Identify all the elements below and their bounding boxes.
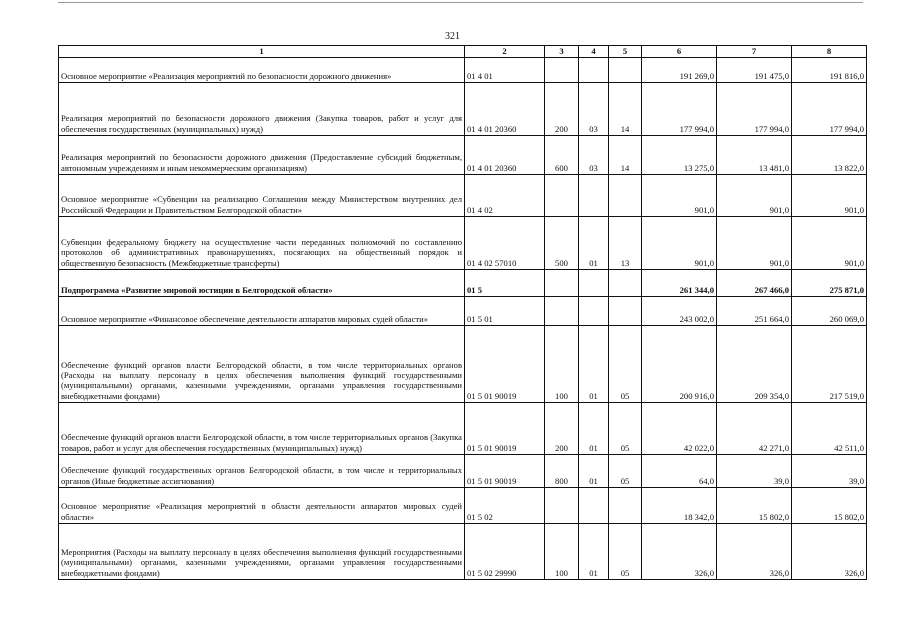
row-value-3: 42 511,0 bbox=[792, 403, 867, 455]
row-vr: 200 bbox=[545, 83, 579, 136]
row-pr bbox=[609, 58, 642, 83]
column-header-6: 6 bbox=[642, 46, 717, 58]
row-value-1: 177 994,0 bbox=[642, 83, 717, 136]
row-name: Обеспечение функций органов власти Белгородской области, в том числе территориальных органов (Расходы на выплату персоналу в целях обеспечения выполнения функций государственными (муниципальными) органами, казенными учреждениями, органами управления государственными внебюджетными фондами) bbox=[59, 326, 465, 403]
row-name: Подпрограмма «Развитие мировой юстиции в Белгородской области» bbox=[59, 270, 465, 297]
row-vr bbox=[545, 270, 579, 297]
row-rz: 01 bbox=[579, 217, 609, 270]
table-row bbox=[59, 217, 867, 270]
row-value-2: 15 802,0 bbox=[717, 488, 792, 524]
row-value-3: 13 822,0 bbox=[792, 136, 867, 175]
row-rz: 01 bbox=[579, 403, 609, 455]
row-value-1: 64,0 bbox=[642, 455, 717, 488]
row-code: 01 5 01 90019 bbox=[465, 326, 545, 403]
row-value-3: 260 069,0 bbox=[792, 297, 867, 326]
row-code: 01 5 bbox=[465, 270, 545, 297]
row-value-1: 191 269,0 bbox=[642, 58, 717, 83]
row-code: 01 4 01 bbox=[465, 58, 545, 83]
row-pr: 14 bbox=[609, 136, 642, 175]
row-value-3: 39,0 bbox=[792, 455, 867, 488]
table-row bbox=[59, 455, 867, 488]
row-value-2: 191 475,0 bbox=[717, 58, 792, 83]
page-top-rule bbox=[58, 2, 863, 3]
row-value-2: 251 664,0 bbox=[717, 297, 792, 326]
row-vr: 100 bbox=[545, 524, 579, 580]
row-name: Обеспечение функций государственных органов Белгородской области, в том числе и территориальных органов (Иные бюджетные ассигнования) bbox=[59, 455, 465, 488]
row-value-3: 326,0 bbox=[792, 524, 867, 580]
row-rz: 03 bbox=[579, 136, 609, 175]
row-value-3: 217 519,0 bbox=[792, 326, 867, 403]
row-rz: 01 bbox=[579, 326, 609, 403]
row-code: 01 4 02 bbox=[465, 175, 545, 217]
column-header-8: 8 bbox=[792, 46, 867, 58]
row-rz bbox=[579, 270, 609, 297]
row-rz bbox=[579, 297, 609, 326]
table-row bbox=[59, 175, 867, 217]
row-name: Основное мероприятие «Реализация мероприятий в области деятельности аппаратов мировых судей области» bbox=[59, 488, 465, 524]
row-vr: 800 bbox=[545, 455, 579, 488]
row-name: Основное мероприятие «Реализация мероприятий по безопасности дорожного движения» bbox=[59, 58, 465, 83]
row-name: Обеспечение функций органов власти Белгородской области, в том числе территориальных органов (Закупка товаров, работ и услуг для обеспечения государственных (муниципальных) нужд) bbox=[59, 403, 465, 455]
row-rz: 01 bbox=[579, 455, 609, 488]
row-value-2: 901,0 bbox=[717, 175, 792, 217]
row-code: 01 4 01 20360 bbox=[465, 83, 545, 136]
table-row bbox=[59, 524, 867, 580]
row-value-1: 42 022,0 bbox=[642, 403, 717, 455]
column-header-2: 2 bbox=[465, 46, 545, 58]
row-code: 01 4 02 57010 bbox=[465, 217, 545, 270]
row-value-1: 901,0 bbox=[642, 217, 717, 270]
row-value-2: 209 354,0 bbox=[717, 326, 792, 403]
row-name: Основное мероприятие «Субвенции на реализацию Соглашения между Министерством внутренних дел Российской Федерации и Правительством Белгородской области» bbox=[59, 175, 465, 217]
page-number: 321 bbox=[445, 31, 460, 42]
row-value-1: 200 916,0 bbox=[642, 326, 717, 403]
row-name: Основное мероприятие «Финансовое обеспечение деятельности аппаратов мировых судей области» bbox=[59, 297, 465, 326]
row-pr: 05 bbox=[609, 524, 642, 580]
row-name: Реализация мероприятий по безопасности дорожного движения (Предоставление субсидий бюджетным, автономным учреждениям и иным некоммерческим организациям) bbox=[59, 136, 465, 175]
column-header-7: 7 bbox=[717, 46, 792, 58]
table-row bbox=[59, 83, 867, 136]
row-rz bbox=[579, 58, 609, 83]
row-value-3: 275 871,0 bbox=[792, 270, 867, 297]
row-value-3: 901,0 bbox=[792, 217, 867, 270]
table-row bbox=[59, 297, 867, 326]
row-vr: 100 bbox=[545, 326, 579, 403]
row-value-1: 261 344,0 bbox=[642, 270, 717, 297]
row-value-2: 901,0 bbox=[717, 217, 792, 270]
column-header-4: 4 bbox=[579, 46, 609, 58]
column-header-3: 3 bbox=[545, 46, 579, 58]
row-vr bbox=[545, 297, 579, 326]
row-rz: 03 bbox=[579, 83, 609, 136]
row-rz: 01 bbox=[579, 524, 609, 580]
row-code: 01 5 02 29990 bbox=[465, 524, 545, 580]
table-row bbox=[59, 136, 867, 175]
column-header-1: 1 bbox=[59, 46, 465, 58]
table-row bbox=[59, 403, 867, 455]
row-name: Субвенции федеральному бюджету на осуществление части переданных полномочий по составлению протоколов об административных правонарушениях, посягающих на общественный порядок и общественную безопасность (Межбюджетные трансферты) bbox=[59, 217, 465, 270]
row-value-3: 15 802,0 bbox=[792, 488, 867, 524]
row-name: Мероприятия (Расходы на выплату персоналу в целях обеспечения выполнения функций государственными (муниципальными) органами, казенными учреждениями, органами управления государственными внебюджетными фондами) bbox=[59, 524, 465, 580]
row-rz bbox=[579, 175, 609, 217]
row-value-3: 191 816,0 bbox=[792, 58, 867, 83]
row-pr bbox=[609, 297, 642, 326]
row-value-2: 326,0 bbox=[717, 524, 792, 580]
row-value-2: 42 271,0 bbox=[717, 403, 792, 455]
row-code: 01 4 01 20360 bbox=[465, 136, 545, 175]
row-code: 01 5 02 bbox=[465, 488, 545, 524]
row-value-1: 326,0 bbox=[642, 524, 717, 580]
row-pr bbox=[609, 270, 642, 297]
row-code: 01 5 01 bbox=[465, 297, 545, 326]
row-code: 01 5 01 90019 bbox=[465, 455, 545, 488]
row-value-3: 177 994,0 bbox=[792, 83, 867, 136]
row-value-2: 13 481,0 bbox=[717, 136, 792, 175]
budget-table bbox=[58, 45, 867, 580]
row-name: Реализация мероприятий по безопасности дорожного движения (Закупка товаров, работ и услуг для обеспечения государственных (муниципальных) нужд) bbox=[59, 83, 465, 136]
row-value-2: 267 466,0 bbox=[717, 270, 792, 297]
row-vr: 200 bbox=[545, 403, 579, 455]
row-value-1: 18 342,0 bbox=[642, 488, 717, 524]
row-value-1: 243 002,0 bbox=[642, 297, 717, 326]
row-vr: 500 bbox=[545, 217, 579, 270]
header-row bbox=[59, 46, 867, 58]
row-pr bbox=[609, 175, 642, 217]
table-row bbox=[59, 58, 867, 83]
row-vr bbox=[545, 175, 579, 217]
row-vr bbox=[545, 58, 579, 83]
row-pr: 14 bbox=[609, 83, 642, 136]
row-rz bbox=[579, 488, 609, 524]
row-pr: 13 bbox=[609, 217, 642, 270]
table-row bbox=[59, 270, 867, 297]
table-row bbox=[59, 326, 867, 403]
row-value-1: 901,0 bbox=[642, 175, 717, 217]
row-value-3: 901,0 bbox=[792, 175, 867, 217]
row-vr: 600 bbox=[545, 136, 579, 175]
row-value-2: 39,0 bbox=[717, 455, 792, 488]
row-value-2: 177 994,0 bbox=[717, 83, 792, 136]
row-pr bbox=[609, 488, 642, 524]
row-code: 01 5 01 90019 bbox=[465, 403, 545, 455]
row-pr: 05 bbox=[609, 455, 642, 488]
row-value-1: 13 275,0 bbox=[642, 136, 717, 175]
row-pr: 05 bbox=[609, 403, 642, 455]
column-header-5: 5 bbox=[609, 46, 642, 58]
table-row bbox=[59, 488, 867, 524]
row-pr: 05 bbox=[609, 326, 642, 403]
row-vr bbox=[545, 488, 579, 524]
